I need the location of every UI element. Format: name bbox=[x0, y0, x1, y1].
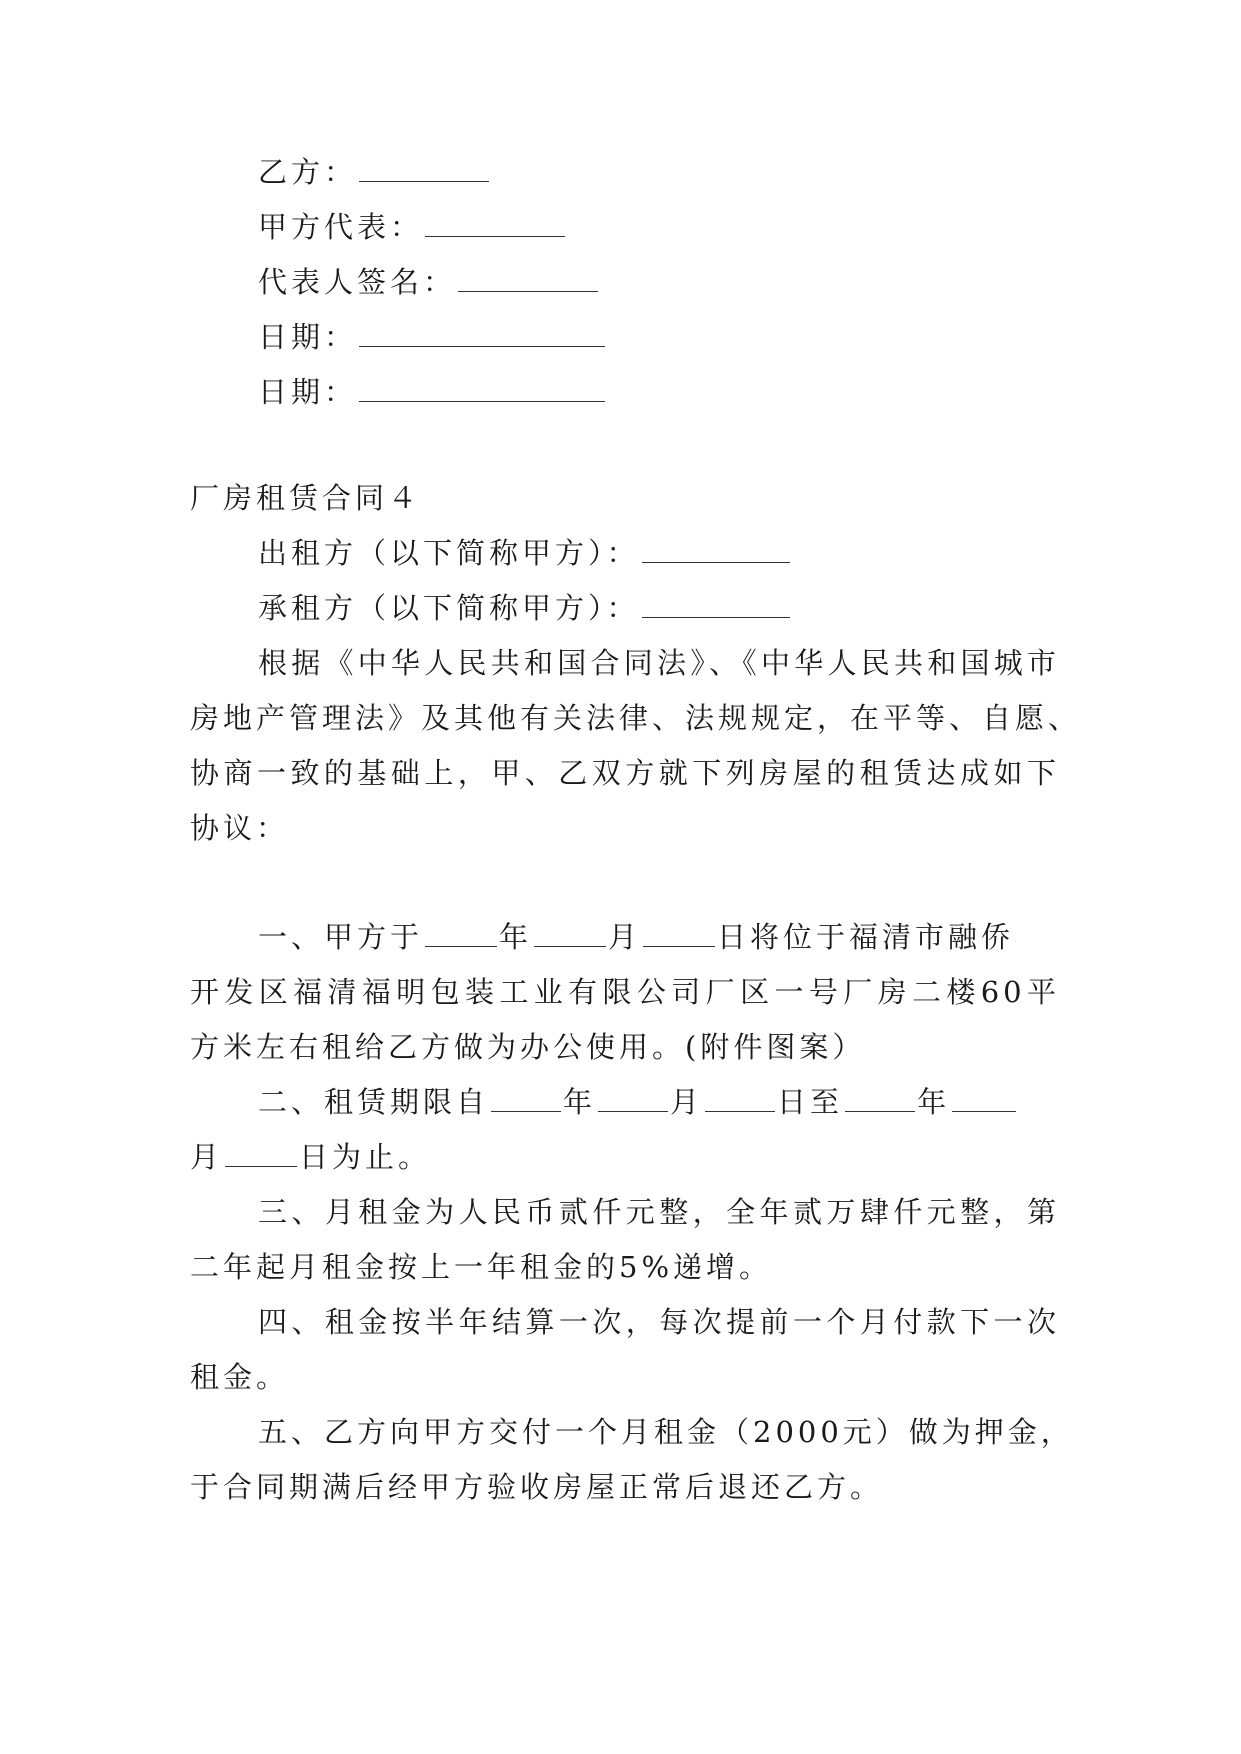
signature-date-2 bbox=[258, 372, 1128, 412]
blank-line bbox=[425, 208, 565, 237]
blank-line bbox=[359, 318, 605, 347]
clause-text: 月 bbox=[670, 1085, 704, 1119]
signature-label: 日期： bbox=[258, 375, 358, 409]
clause-3-line-1: 三、月租金为人民币贰仟元整，全年贰万肆仟元整，第 bbox=[258, 1195, 1060, 1229]
blank-line bbox=[642, 534, 790, 563]
signature-label: 甲方代表： bbox=[258, 210, 424, 244]
signature-label: 日期： bbox=[258, 320, 358, 354]
clause-text: 年 bbox=[917, 1085, 951, 1119]
blank-line bbox=[225, 1138, 297, 1167]
lessor-label: 出租方（以下简称甲方）： bbox=[258, 536, 640, 570]
signature-representative-sign bbox=[258, 262, 1128, 302]
clause-text: 日至 bbox=[777, 1085, 844, 1119]
clause-text: 日将位于福清市融侨 bbox=[717, 920, 1015, 954]
clause-text: 月 bbox=[608, 920, 642, 954]
blank-line bbox=[359, 373, 605, 402]
clause-text: 一、甲方于 bbox=[258, 920, 424, 954]
clause-text: 年 bbox=[563, 1085, 597, 1119]
signature-label: 乙方： bbox=[258, 155, 358, 189]
clause-text: 日为止。 bbox=[299, 1140, 432, 1174]
blank-line bbox=[359, 153, 489, 182]
clause-3-line-2: 二年起月租金按上一年租金的5%递增。 bbox=[190, 1250, 773, 1284]
blank-line bbox=[425, 918, 497, 947]
lessor-line bbox=[258, 533, 1128, 573]
preamble-line: 协议： bbox=[190, 811, 290, 845]
preamble-line: 协商一致的基础上，甲、乙双方就下列房屋的租赁达成如下 bbox=[190, 756, 1060, 790]
lessee-line bbox=[258, 588, 1128, 628]
clause-5-line-2: 于合同期满后经甲方验收房屋正常后退还乙方。 bbox=[190, 1470, 884, 1504]
blank-line bbox=[642, 589, 790, 618]
clause-2-line-2 bbox=[190, 1137, 1060, 1177]
clause-1-line-3: 方米左右租给乙方做为办公使用。(附件图案） bbox=[190, 1030, 866, 1064]
clause-2-line-1 bbox=[258, 1082, 1128, 1122]
clause-text: 二、租赁期限自 bbox=[258, 1085, 490, 1119]
blank-line bbox=[534, 918, 606, 947]
blank-line bbox=[643, 918, 715, 947]
contract-title: 厂房租赁合同４ bbox=[190, 481, 422, 515]
clause-1-line-2: 开发区福清福明包装工业有限公司厂区一号厂房二楼60平 bbox=[190, 975, 1060, 1009]
signature-lessee bbox=[258, 152, 1128, 192]
preamble-line: 房地产管理法》及其他有关法律、法规规定，在平等、自愿、 bbox=[190, 701, 1082, 735]
clause-4-line-2: 租金。 bbox=[190, 1360, 290, 1394]
signature-label: 代表人签名： bbox=[258, 265, 457, 299]
clause-text: 月 bbox=[190, 1140, 224, 1174]
blank-line bbox=[458, 263, 598, 292]
clause-1-line-1 bbox=[258, 917, 1128, 957]
blank-line bbox=[491, 1083, 561, 1112]
blank-line bbox=[598, 1083, 668, 1112]
blank-line bbox=[845, 1083, 915, 1112]
clause-text: 年 bbox=[499, 920, 533, 954]
signature-date-1 bbox=[258, 317, 1128, 357]
preamble-line: 根据《中华人民共和国合同法》、《中华人民共和国城市 bbox=[258, 646, 1060, 680]
clause-4-line-1: 四、租金按半年结算一次，每次提前一个月付款下一次 bbox=[258, 1305, 1060, 1339]
signature-lessor-representative bbox=[258, 207, 1128, 247]
blank-line bbox=[705, 1083, 775, 1112]
blank-line bbox=[952, 1083, 1016, 1112]
lessee-label: 承租方（以下简称甲方）： bbox=[258, 591, 640, 625]
clause-5-line-1: 五、乙方向甲方交付一个月租金（2000元）做为押金， bbox=[258, 1415, 1074, 1449]
